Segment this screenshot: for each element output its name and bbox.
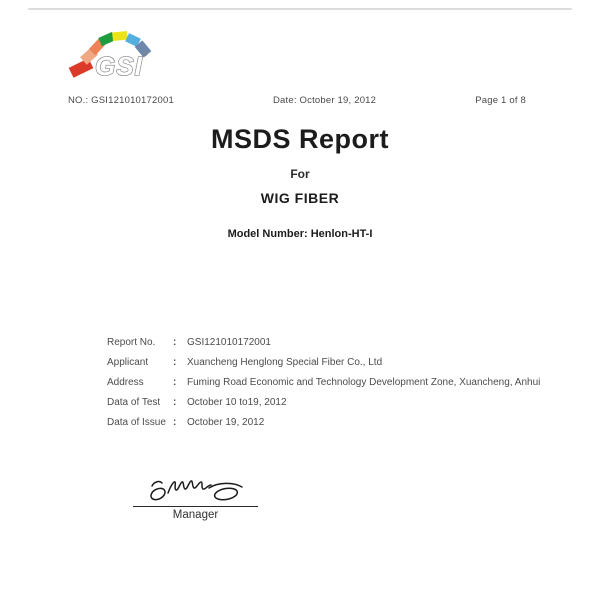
detail-value: October 10 to19, 2012 [187, 397, 287, 408]
logo-arc-yellow [112, 31, 128, 41]
detail-colon: : [173, 397, 177, 408]
report-details-table [107, 337, 567, 437]
report-product-name: WIG FIBER [260, 190, 340, 206]
detail-colon: : [173, 357, 177, 368]
header-date: Date: October 19, 2012 [272, 95, 377, 106]
top-divider [28, 8, 572, 10]
detail-colon: : [173, 417, 177, 428]
detail-label: Address [107, 377, 144, 388]
gsi-logo [56, 26, 156, 82]
signature-scribble [146, 476, 248, 506]
table-row [107, 357, 567, 377]
logo-wordmark: GSI [95, 51, 143, 81]
detail-label: Data of Issue [107, 417, 166, 428]
detail-label: Data of Test [107, 397, 161, 408]
table-row [107, 337, 567, 357]
detail-value: Xuancheng Henglong Special Fiber Co., Ltd [187, 357, 383, 368]
detail-value: Fuming Road Economic and Technology Development Zone, Xuancheng, Anhui [187, 377, 541, 388]
detail-value: GSI121010172001 [187, 337, 271, 348]
table-row [107, 417, 567, 437]
signature-line [133, 506, 258, 507]
page-header [68, 95, 526, 106]
report-title: MSDS Report [210, 124, 389, 154]
detail-value: October 19, 2012 [187, 417, 265, 428]
detail-colon: : [173, 377, 177, 388]
detail-colon: : [173, 337, 177, 348]
report-for-label: For [290, 167, 310, 181]
header-report-no: NO.: GSI121010172001 [68, 95, 174, 106]
detail-label: Report No. [107, 337, 156, 348]
detail-label: Applicant [107, 357, 149, 368]
signature-role-label: Manager [172, 509, 219, 521]
table-row [107, 397, 567, 417]
header-page-number: Page 1 of 8 [475, 95, 526, 106]
table-row [107, 377, 567, 397]
registered-trademark-icon: ® [143, 51, 148, 58]
report-model-number: Model Number: Henlon-HT-I [227, 228, 373, 240]
